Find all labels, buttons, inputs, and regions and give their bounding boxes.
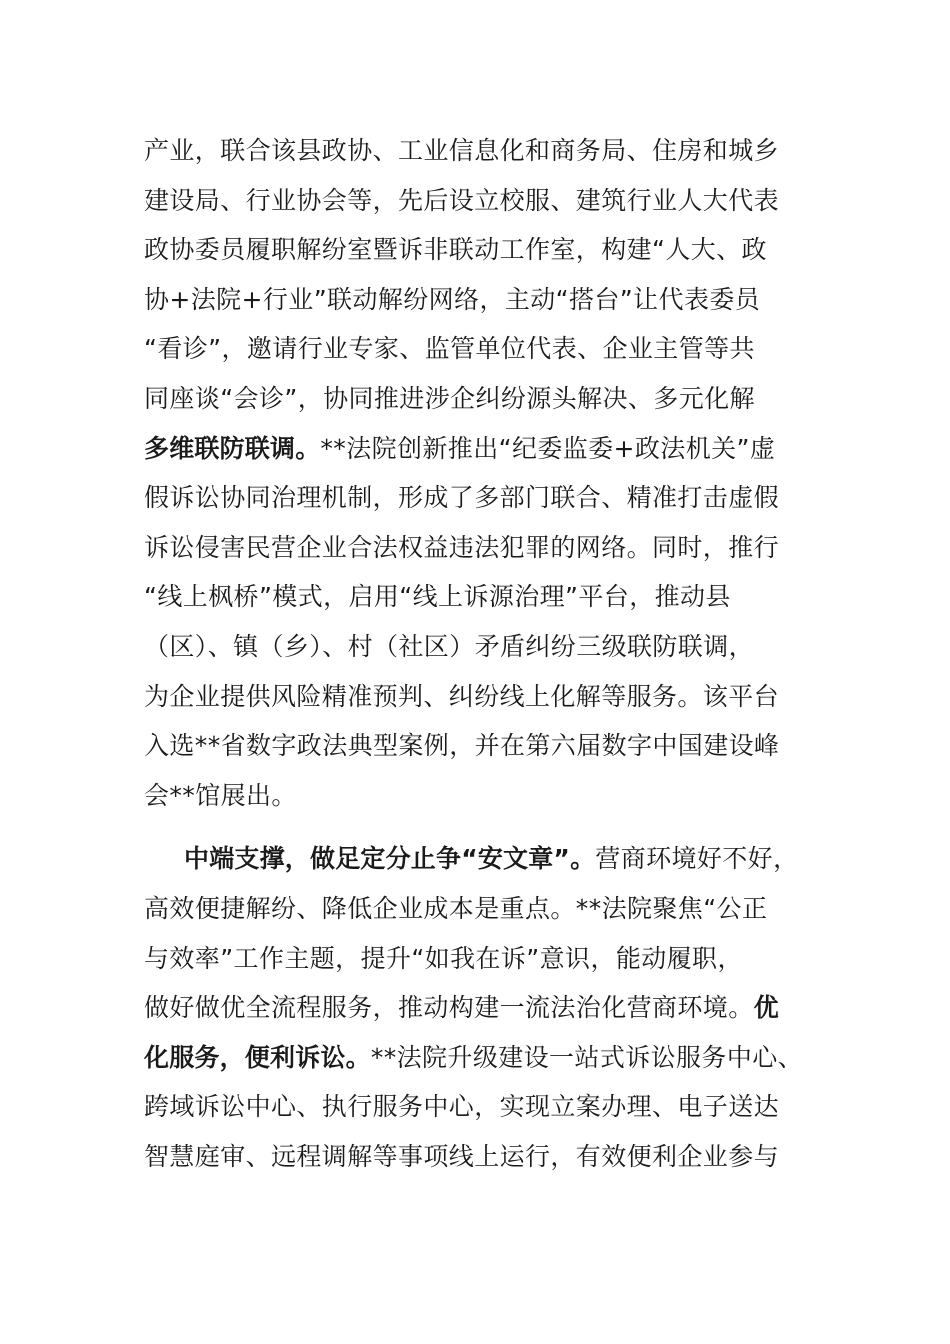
text-line: 高效便捷解纷、降低企业成本是重点。**法院聚焦“公正	[144, 893, 768, 923]
text-line: 建设局、行业协会等，先后设立校服、建筑行业人大代表	[144, 185, 780, 215]
text-span: 做好做优全流程服务，推动构建一流法治化营商环境。	[144, 993, 754, 1023]
text-line: 跨域诉讼中心、执行服务中心，实现立案办理、电子送达	[144, 1092, 780, 1122]
text-line: “线上枫桥”模式，启用“线上诉源治理”平台，推动县	[144, 582, 731, 612]
bold-heading: 多维联防联调。	[144, 433, 321, 463]
text-line	[144, 983, 834, 1033]
text-line: 与效率”工作主题，提升“如我在诉”意识，能动履职，	[144, 943, 743, 973]
bold-heading: 优	[753, 993, 779, 1023]
text-line: 产业，联合该县政协、工业信息化和商务局、住房和城乡	[144, 136, 780, 165]
text-line: 诉讼侵害民营企业合法权益违法犯罪的网络。同时，推行	[144, 532, 780, 562]
text-span: 营商环境好不好，	[595, 844, 799, 874]
paragraph-1	[144, 126, 834, 424]
text-line: 入选**省数字政法典型案例，并在第六届数字中国建设峰	[144, 731, 780, 761]
text-line: “看诊”，邀请行业专家、监管单位代表、企业主管等共	[144, 334, 755, 364]
text-line	[144, 834, 834, 884]
document-page	[144, 126, 834, 1181]
bold-heading: 化服务，便利诉讼。	[144, 1042, 371, 1072]
text-line	[144, 1033, 834, 1083]
bold-heading: 中端支撑，做足定分止争“安文章”。	[184, 844, 596, 874]
text-line: 政协委员履职解纷室暨诉非联动工作室，构建“人大、政	[144, 235, 767, 265]
text-line: 假诉讼协同治理机制，形成了多部门联合、精准打击虚假	[144, 483, 780, 513]
paragraph-3	[144, 834, 834, 1181]
text-line: 智慧庭审、远程调解等事项线上运行，有效便利企业参与	[144, 1141, 780, 1171]
text-span: **法院创新推出“纪委监委+政法机关”虚	[320, 433, 776, 463]
paragraph-2	[144, 424, 834, 821]
text-line: （区）、镇（乡）、村（社区）矛盾纠纷三级联防联调，	[144, 631, 755, 661]
text-line: 协+法院+行业”联动解纷网络，主动“搭台”让代表委员	[144, 284, 761, 314]
text-span: **法院升级建设一站式诉讼服务中心、	[370, 1042, 804, 1072]
text-line	[144, 424, 834, 474]
text-line: 为企业提供风险精准预判、纠纷线上化解等服务。该平台	[144, 681, 780, 711]
text-line: 会**馆展出。	[144, 780, 297, 810]
text-line: 同座谈“会诊”，协同推进涉企纠纷源头解决、多元化解	[144, 383, 755, 413]
